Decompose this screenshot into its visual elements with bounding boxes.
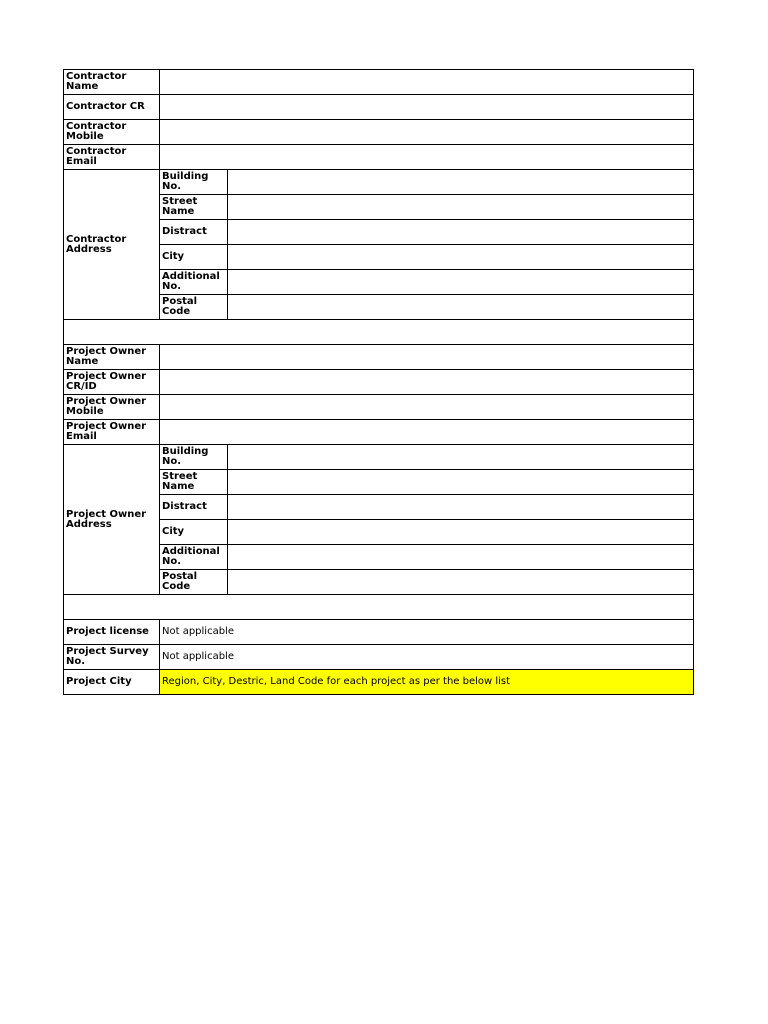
- contractor-postal-code-field[interactable]: [228, 295, 694, 320]
- project-license-label: Project license: [64, 620, 160, 645]
- contractor-mobile-label: Contractor Mobile: [64, 120, 160, 145]
- project-survey-value[interactable]: Not applicable: [160, 645, 694, 670]
- contractor-street-name-label: Street Name: [160, 195, 228, 220]
- spacer-row: [64, 595, 694, 620]
- contractor-email-label: Contractor Email: [64, 145, 160, 170]
- owner-district-field[interactable]: [228, 495, 694, 520]
- project-city-label: Project City: [64, 670, 160, 695]
- table-row: [64, 370, 694, 395]
- project-city-value[interactable]: Region, City, Destric, Land Code for each project as per the below list: [160, 670, 694, 695]
- contractor-city-label: City: [160, 245, 228, 270]
- contractor-name-field[interactable]: [160, 70, 694, 95]
- contractor-mobile-field[interactable]: [160, 120, 694, 145]
- owner-email-field[interactable]: [160, 420, 694, 445]
- contractor-building-no-label: Building No.: [160, 170, 228, 195]
- owner-crid-field[interactable]: [160, 370, 694, 395]
- contractor-additional-no-field[interactable]: [228, 270, 694, 295]
- contractor-additional-no-label: Additional No.: [160, 270, 228, 295]
- contractor-district-label: Distract: [160, 220, 228, 245]
- table-row: [64, 120, 694, 145]
- contractor-street-name-field[interactable]: [228, 195, 694, 220]
- owner-city-field[interactable]: [228, 520, 694, 545]
- contractor-postal-code-label: Postal Code: [160, 295, 228, 320]
- contractor-name-label: Contractor Name: [64, 70, 160, 95]
- owner-city-label: City: [160, 520, 228, 545]
- contractor-city-field[interactable]: [228, 245, 694, 270]
- owner-email-label: Project Owner Email: [64, 420, 160, 445]
- owner-postal-code-field[interactable]: [228, 570, 694, 595]
- owner-building-no-field[interactable]: [228, 445, 694, 470]
- table-row: [64, 395, 694, 420]
- owner-additional-no-field[interactable]: [228, 545, 694, 570]
- project-survey-label: Project Survey No.: [64, 645, 160, 670]
- table-row: [64, 95, 694, 120]
- owner-name-label: Project Owner Name: [64, 345, 160, 370]
- owner-name-field[interactable]: [160, 345, 694, 370]
- spacer-row: [64, 320, 694, 345]
- owner-mobile-label: Project Owner Mobile: [64, 395, 160, 420]
- table-row: [64, 420, 694, 445]
- table-row: [64, 620, 694, 645]
- section-divider: [64, 595, 694, 620]
- owner-street-name-label: Street Name: [160, 470, 228, 495]
- contractor-cr-field[interactable]: [160, 95, 694, 120]
- table-row: [64, 145, 694, 170]
- contractor-email-field[interactable]: [160, 145, 694, 170]
- owner-postal-code-label: Postal Code: [160, 570, 228, 595]
- owner-street-name-field[interactable]: [228, 470, 694, 495]
- owner-additional-no-label: Additional No.: [160, 545, 228, 570]
- table-row: [64, 70, 694, 95]
- contractor-district-field[interactable]: [228, 220, 694, 245]
- contractor-address-label: Contractor Address: [64, 170, 160, 320]
- table-row: [64, 170, 694, 195]
- table-row: [64, 670, 694, 695]
- owner-building-no-label: Building No.: [160, 445, 228, 470]
- owner-district-label: Distract: [160, 495, 228, 520]
- table-row: [64, 445, 694, 470]
- owner-address-label: Project Owner Address: [64, 445, 160, 595]
- contractor-project-form: [63, 69, 694, 695]
- contractor-building-no-field[interactable]: [228, 170, 694, 195]
- section-divider: [64, 320, 694, 345]
- table-row: [64, 345, 694, 370]
- contractor-cr-label: Contractor CR: [64, 95, 160, 120]
- table-row: [64, 645, 694, 670]
- project-license-value[interactable]: Not applicable: [160, 620, 694, 645]
- owner-crid-label: Project Owner CR/ID: [64, 370, 160, 395]
- owner-mobile-field[interactable]: [160, 395, 694, 420]
